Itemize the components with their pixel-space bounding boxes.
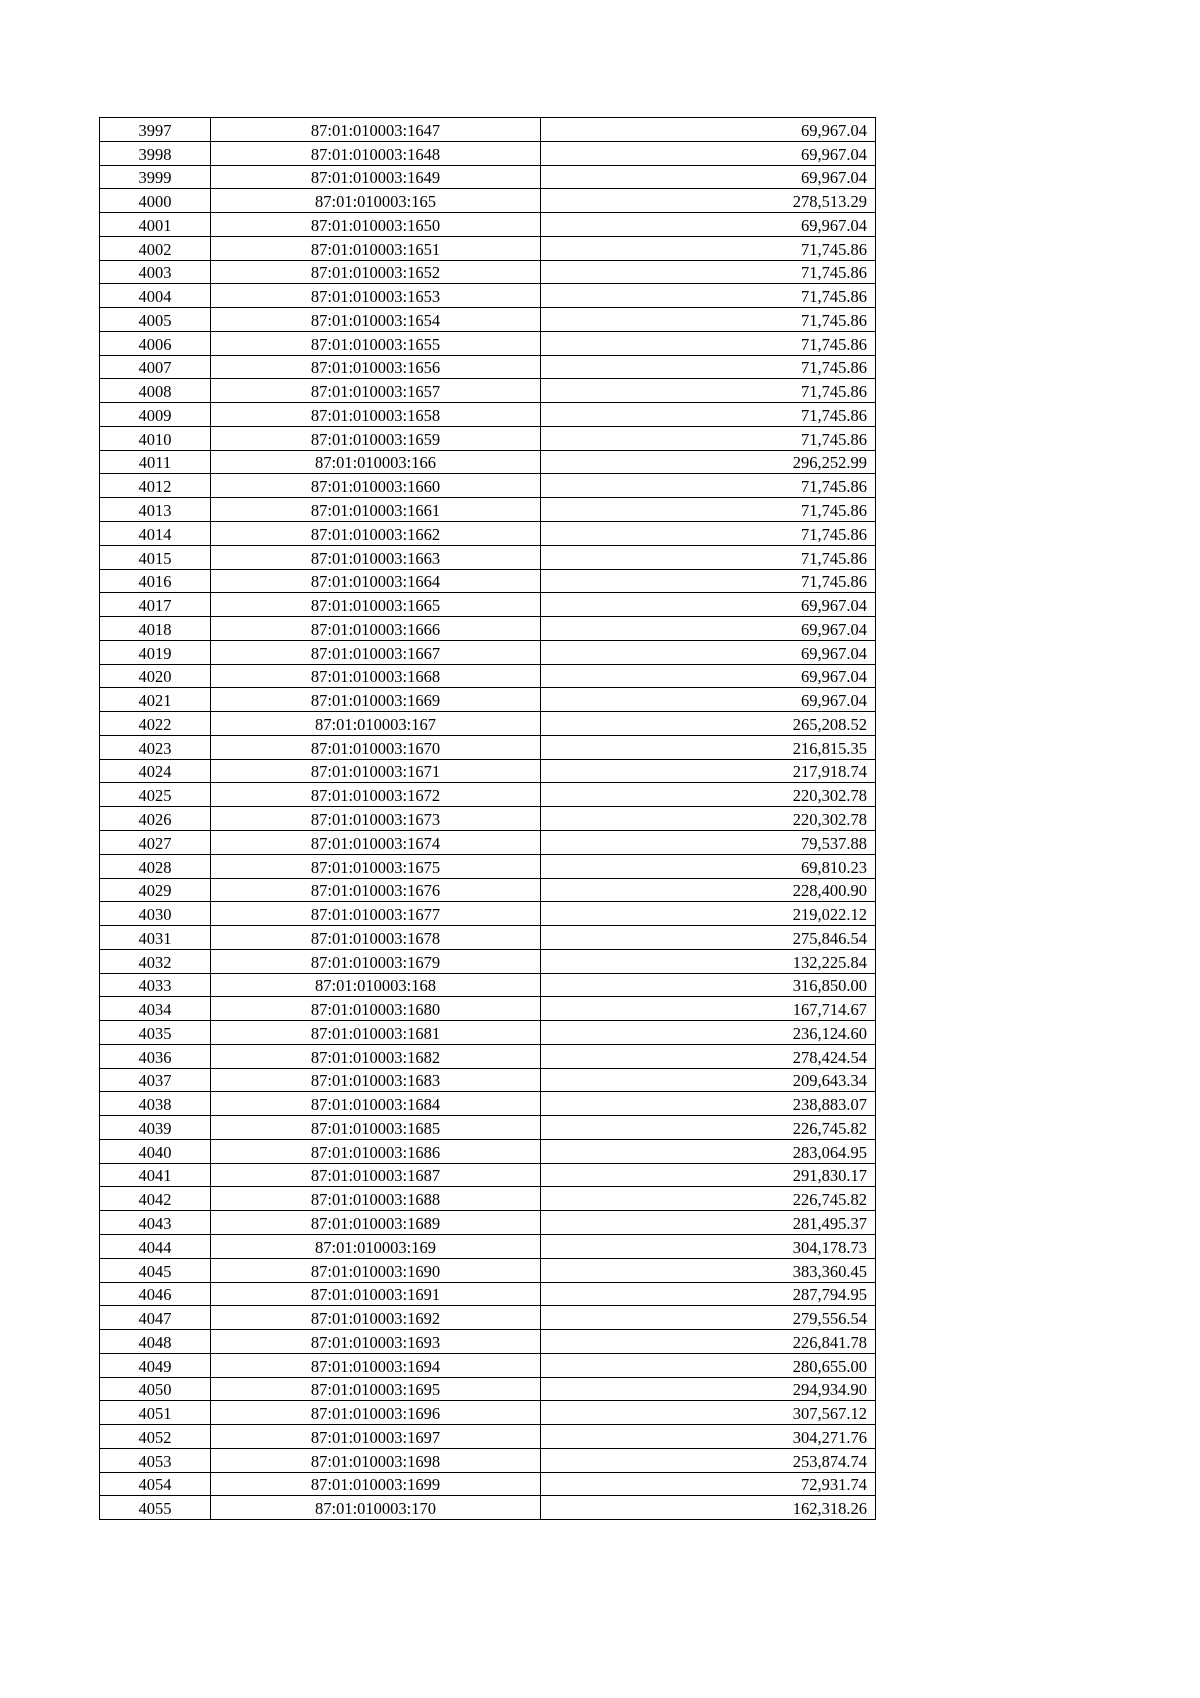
- cadastral-number-cell: 87:01:010003:1654: [211, 308, 541, 332]
- table-row: [100, 807, 876, 831]
- row-index-cell: 4007: [100, 355, 211, 379]
- row-index-cell: 3999: [100, 165, 211, 189]
- table-row: [100, 1187, 876, 1211]
- table-row: [100, 379, 876, 403]
- cadastral-value-cell: 69,810.23: [541, 854, 876, 878]
- table-row: [100, 664, 876, 688]
- row-index-cell: 3997: [100, 118, 211, 142]
- cadastral-number-cell: 87:01:010003:1674: [211, 830, 541, 854]
- cadastral-value-cell: 71,745.86: [541, 331, 876, 355]
- row-index-cell: 4035: [100, 1021, 211, 1045]
- table-row: [100, 735, 876, 759]
- row-index-cell: 4015: [100, 545, 211, 569]
- row-index-cell: 4040: [100, 1139, 211, 1163]
- table-row: [100, 783, 876, 807]
- cadastral-value-cell: 71,745.86: [541, 236, 876, 260]
- table-row: [100, 1092, 876, 1116]
- cadastral-value-cell: 280,655.00: [541, 1353, 876, 1377]
- cadastral-value-cell: 79,537.88: [541, 830, 876, 854]
- row-index-cell: 4014: [100, 522, 211, 546]
- table-row: [100, 830, 876, 854]
- row-index-cell: 4016: [100, 569, 211, 593]
- cadastral-value-cell: 228,400.90: [541, 878, 876, 902]
- row-index-cell: 4009: [100, 403, 211, 427]
- row-index-cell: 4052: [100, 1425, 211, 1449]
- cadastral-value-cell: 278,513.29: [541, 189, 876, 213]
- cadastral-number-cell: 87:01:010003:1668: [211, 664, 541, 688]
- cadastral-value-cell: 71,745.86: [541, 498, 876, 522]
- table-row: [100, 498, 876, 522]
- table-row: [100, 712, 876, 736]
- cadastral-value-cell: 294,934.90: [541, 1377, 876, 1401]
- cadastral-number-cell: 87:01:010003:1694: [211, 1353, 541, 1377]
- table-row: [100, 118, 876, 142]
- cadastral-number-cell: 87:01:010003:1680: [211, 997, 541, 1021]
- cadastral-value-cell: 307,567.12: [541, 1401, 876, 1425]
- cadastral-value-cell: 220,302.78: [541, 783, 876, 807]
- cadastral-number-cell: 87:01:010003:1687: [211, 1163, 541, 1187]
- row-index-cell: 4002: [100, 236, 211, 260]
- cadastral-value-cell: 291,830.17: [541, 1163, 876, 1187]
- cadastral-number-cell: 87:01:010003:1655: [211, 331, 541, 355]
- table-row: [100, 189, 876, 213]
- row-index-cell: 4001: [100, 213, 211, 237]
- cadastral-value-cell: 71,745.86: [541, 474, 876, 498]
- row-index-cell: 4004: [100, 284, 211, 308]
- table-row: [100, 1425, 876, 1449]
- table-row: [100, 878, 876, 902]
- cadastral-number-cell: 87:01:010003:1695: [211, 1377, 541, 1401]
- row-index-cell: 4042: [100, 1187, 211, 1211]
- cadastral-value-cell: 278,424.54: [541, 1044, 876, 1068]
- row-index-cell: 4041: [100, 1163, 211, 1187]
- table-row: [100, 331, 876, 355]
- table-row: [100, 522, 876, 546]
- table-row: [100, 759, 876, 783]
- table-row: [100, 617, 876, 641]
- cadastral-number-cell: 87:01:010003:1684: [211, 1092, 541, 1116]
- table-row: [100, 1116, 876, 1140]
- cadastral-number-cell: 87:01:010003:1693: [211, 1330, 541, 1354]
- table-row: [100, 1021, 876, 1045]
- row-index-cell: 4018: [100, 617, 211, 641]
- table-row: [100, 1068, 876, 1092]
- row-index-cell: 4020: [100, 664, 211, 688]
- cadastral-value-cell: 71,745.86: [541, 426, 876, 450]
- row-index-cell: 4033: [100, 973, 211, 997]
- table-row: [100, 403, 876, 427]
- row-index-cell: 4039: [100, 1116, 211, 1140]
- cadastral-value-cell: 71,745.86: [541, 403, 876, 427]
- cadastral-value-cell: 132,225.84: [541, 949, 876, 973]
- row-index-cell: 4055: [100, 1496, 211, 1520]
- cadastral-number-cell: 87:01:010003:1697: [211, 1425, 541, 1449]
- table-row: [100, 1306, 876, 1330]
- row-index-cell: 4003: [100, 260, 211, 284]
- table-row: [100, 1282, 876, 1306]
- row-index-cell: 4046: [100, 1282, 211, 1306]
- cadastral-value-cell: 71,745.86: [541, 284, 876, 308]
- cadastral-number-cell: 87:01:010003:1648: [211, 141, 541, 165]
- row-index-cell: 4029: [100, 878, 211, 902]
- cadastral-value-cell: 69,967.04: [541, 141, 876, 165]
- cadastral-value-cell: 226,745.82: [541, 1116, 876, 1140]
- cadastral-number-cell: 87:01:010003:1690: [211, 1258, 541, 1282]
- table-row: [100, 926, 876, 950]
- cadastral-value-table: [99, 117, 876, 1520]
- cadastral-number-cell: 87:01:010003:1679: [211, 949, 541, 973]
- cadastral-number-cell: 87:01:010003:1688: [211, 1187, 541, 1211]
- cadastral-value-cell: 216,815.35: [541, 735, 876, 759]
- cadastral-number-cell: 87:01:010003:1660: [211, 474, 541, 498]
- cadastral-number-cell: 87:01:010003:1658: [211, 403, 541, 427]
- table-row: [100, 545, 876, 569]
- table-row: [100, 902, 876, 926]
- row-index-cell: 4008: [100, 379, 211, 403]
- row-index-cell: 4047: [100, 1306, 211, 1330]
- cadastral-number-cell: 87:01:010003:1662: [211, 522, 541, 546]
- table-row: [100, 1353, 876, 1377]
- cadastral-value-cell: 226,841.78: [541, 1330, 876, 1354]
- row-index-cell: 4023: [100, 735, 211, 759]
- row-index-cell: 4030: [100, 902, 211, 926]
- cadastral-number-cell: 87:01:010003:1647: [211, 118, 541, 142]
- table-row: [100, 1330, 876, 1354]
- row-index-cell: 4027: [100, 830, 211, 854]
- cadastral-number-cell: 87:01:010003:1682: [211, 1044, 541, 1068]
- cadastral-number-cell: 87:01:010003:1683: [211, 1068, 541, 1092]
- row-index-cell: 4010: [100, 426, 211, 450]
- cadastral-value-cell: 219,022.12: [541, 902, 876, 926]
- cadastral-number-cell: 87:01:010003:1676: [211, 878, 541, 902]
- cadastral-value-cell: 275,846.54: [541, 926, 876, 950]
- row-index-cell: 4053: [100, 1448, 211, 1472]
- row-index-cell: 4032: [100, 949, 211, 973]
- row-index-cell: 4028: [100, 854, 211, 878]
- row-index-cell: 4022: [100, 712, 211, 736]
- row-index-cell: 4050: [100, 1377, 211, 1401]
- table-row: [100, 213, 876, 237]
- cadastral-value-cell: 226,745.82: [541, 1187, 876, 1211]
- cadastral-value-cell: 220,302.78: [541, 807, 876, 831]
- cadastral-number-cell: 87:01:010003:1657: [211, 379, 541, 403]
- cadastral-value-cell: 71,745.86: [541, 545, 876, 569]
- table-row: [100, 308, 876, 332]
- table-row: [100, 236, 876, 260]
- cadastral-number-cell: 87:01:010003:168: [211, 973, 541, 997]
- table-row: [100, 426, 876, 450]
- cadastral-value-cell: 69,967.04: [541, 664, 876, 688]
- table-row: [100, 165, 876, 189]
- table-row: [100, 1211, 876, 1235]
- row-index-cell: 4049: [100, 1353, 211, 1377]
- cadastral-value-cell: 69,967.04: [541, 688, 876, 712]
- table-row: [100, 688, 876, 712]
- cadastral-number-cell: 87:01:010003:167: [211, 712, 541, 736]
- cadastral-number-cell: 87:01:010003:1685: [211, 1116, 541, 1140]
- cadastral-value-cell: 69,967.04: [541, 617, 876, 641]
- table-row: [100, 1496, 876, 1520]
- row-index-cell: 4025: [100, 783, 211, 807]
- cadastral-number-cell: 87:01:010003:166: [211, 450, 541, 474]
- cadastral-value-cell: 253,874.74: [541, 1448, 876, 1472]
- cadastral-value-cell: 69,967.04: [541, 593, 876, 617]
- cadastral-number-cell: 87:01:010003:165: [211, 189, 541, 213]
- cadastral-value-cell: 209,643.34: [541, 1068, 876, 1092]
- cadastral-number-cell: 87:01:010003:1689: [211, 1211, 541, 1235]
- cadastral-value-cell: 71,745.86: [541, 569, 876, 593]
- cadastral-number-cell: 87:01:010003:169: [211, 1234, 541, 1258]
- cadastral-number-cell: 87:01:010003:1661: [211, 498, 541, 522]
- cadastral-value-cell: 316,850.00: [541, 973, 876, 997]
- cadastral-number-cell: 87:01:010003:170: [211, 1496, 541, 1520]
- cadastral-number-cell: 87:01:010003:1672: [211, 783, 541, 807]
- cadastral-number-cell: 87:01:010003:1699: [211, 1472, 541, 1496]
- table-row: [100, 1448, 876, 1472]
- row-index-cell: 4038: [100, 1092, 211, 1116]
- row-index-cell: 4031: [100, 926, 211, 950]
- cadastral-value-cell: 69,967.04: [541, 118, 876, 142]
- table-row: [100, 450, 876, 474]
- cadastral-value-cell: 279,556.54: [541, 1306, 876, 1330]
- row-index-cell: 4021: [100, 688, 211, 712]
- table-row: [100, 474, 876, 498]
- cadastral-value-cell: 71,745.86: [541, 260, 876, 284]
- row-index-cell: 4026: [100, 807, 211, 831]
- cadastral-value-cell: 217,918.74: [541, 759, 876, 783]
- cadastral-number-cell: 87:01:010003:1698: [211, 1448, 541, 1472]
- table-row: [100, 569, 876, 593]
- table-row: [100, 1139, 876, 1163]
- cadastral-value-cell: 69,967.04: [541, 640, 876, 664]
- row-index-cell: 4051: [100, 1401, 211, 1425]
- cadastral-number-cell: 87:01:010003:1686: [211, 1139, 541, 1163]
- table-body: [100, 118, 876, 1520]
- cadastral-value-cell: 304,178.73: [541, 1234, 876, 1258]
- cadastral-value-cell: 236,124.60: [541, 1021, 876, 1045]
- cadastral-number-cell: 87:01:010003:1678: [211, 926, 541, 950]
- row-index-cell: 4044: [100, 1234, 211, 1258]
- table-row: [100, 997, 876, 1021]
- cadastral-value-cell: 238,883.07: [541, 1092, 876, 1116]
- table-row: [100, 260, 876, 284]
- cadastral-value-cell: 287,794.95: [541, 1282, 876, 1306]
- cadastral-number-cell: 87:01:010003:1649: [211, 165, 541, 189]
- cadastral-number-cell: 87:01:010003:1692: [211, 1306, 541, 1330]
- table-row: [100, 854, 876, 878]
- cadastral-number-cell: 87:01:010003:1675: [211, 854, 541, 878]
- table-row: [100, 1472, 876, 1496]
- cadastral-number-cell: 87:01:010003:1652: [211, 260, 541, 284]
- cadastral-number-cell: 87:01:010003:1673: [211, 807, 541, 831]
- cadastral-number-cell: 87:01:010003:1650: [211, 213, 541, 237]
- row-index-cell: 4011: [100, 450, 211, 474]
- row-index-cell: 3998: [100, 141, 211, 165]
- cadastral-value-cell: 71,745.86: [541, 379, 876, 403]
- cadastral-value-cell: 167,714.67: [541, 997, 876, 1021]
- cadastral-number-cell: 87:01:010003:1653: [211, 284, 541, 308]
- cadastral-number-cell: 87:01:010003:1681: [211, 1021, 541, 1045]
- row-index-cell: 4043: [100, 1211, 211, 1235]
- row-index-cell: 4019: [100, 640, 211, 664]
- table-row: [100, 284, 876, 308]
- cadastral-value-cell: 265,208.52: [541, 712, 876, 736]
- cadastral-number-cell: 87:01:010003:1677: [211, 902, 541, 926]
- cadastral-number-cell: 87:01:010003:1664: [211, 569, 541, 593]
- row-index-cell: 4012: [100, 474, 211, 498]
- cadastral-value-cell: 71,745.86: [541, 522, 876, 546]
- table-row: [100, 1377, 876, 1401]
- row-index-cell: 4034: [100, 997, 211, 1021]
- cadastral-number-cell: 87:01:010003:1659: [211, 426, 541, 450]
- table-row: [100, 1044, 876, 1068]
- cadastral-number-cell: 87:01:010003:1669: [211, 688, 541, 712]
- cadastral-number-cell: 87:01:010003:1665: [211, 593, 541, 617]
- cadastral-value-cell: 162,318.26: [541, 1496, 876, 1520]
- cadastral-number-cell: 87:01:010003:1671: [211, 759, 541, 783]
- row-index-cell: 4036: [100, 1044, 211, 1068]
- cadastral-number-cell: 87:01:010003:1663: [211, 545, 541, 569]
- table-row: [100, 593, 876, 617]
- cadastral-value-cell: 69,967.04: [541, 213, 876, 237]
- row-index-cell: 4005: [100, 308, 211, 332]
- row-index-cell: 4017: [100, 593, 211, 617]
- row-index-cell: 4045: [100, 1258, 211, 1282]
- cadastral-number-cell: 87:01:010003:1667: [211, 640, 541, 664]
- table-row: [100, 1163, 876, 1187]
- cadastral-value-cell: 72,931.74: [541, 1472, 876, 1496]
- table-row: [100, 355, 876, 379]
- row-index-cell: 4013: [100, 498, 211, 522]
- cadastral-number-cell: 87:01:010003:1651: [211, 236, 541, 260]
- cadastral-value-cell: 71,745.86: [541, 308, 876, 332]
- row-index-cell: 4048: [100, 1330, 211, 1354]
- cadastral-value-cell: 69,967.04: [541, 165, 876, 189]
- cadastral-value-cell: 281,495.37: [541, 1211, 876, 1235]
- table-row: [100, 1234, 876, 1258]
- cadastral-value-cell: 71,745.86: [541, 355, 876, 379]
- table-row: [100, 141, 876, 165]
- row-index-cell: 4054: [100, 1472, 211, 1496]
- table-row: [100, 1401, 876, 1425]
- row-index-cell: 4000: [100, 189, 211, 213]
- table-row: [100, 640, 876, 664]
- cadastral-number-cell: 87:01:010003:1666: [211, 617, 541, 641]
- table-row: [100, 1258, 876, 1282]
- cadastral-value-cell: 304,271.76: [541, 1425, 876, 1449]
- cadastral-value-cell: 296,252.99: [541, 450, 876, 474]
- table-row: [100, 973, 876, 997]
- cadastral-number-cell: 87:01:010003:1691: [211, 1282, 541, 1306]
- cadastral-number-cell: 87:01:010003:1696: [211, 1401, 541, 1425]
- row-index-cell: 4037: [100, 1068, 211, 1092]
- row-index-cell: 4006: [100, 331, 211, 355]
- cadastral-number-cell: 87:01:010003:1670: [211, 735, 541, 759]
- table-row: [100, 949, 876, 973]
- cadastral-value-cell: 383,360.45: [541, 1258, 876, 1282]
- cadastral-number-cell: 87:01:010003:1656: [211, 355, 541, 379]
- cadastral-value-cell: 283,064.95: [541, 1139, 876, 1163]
- row-index-cell: 4024: [100, 759, 211, 783]
